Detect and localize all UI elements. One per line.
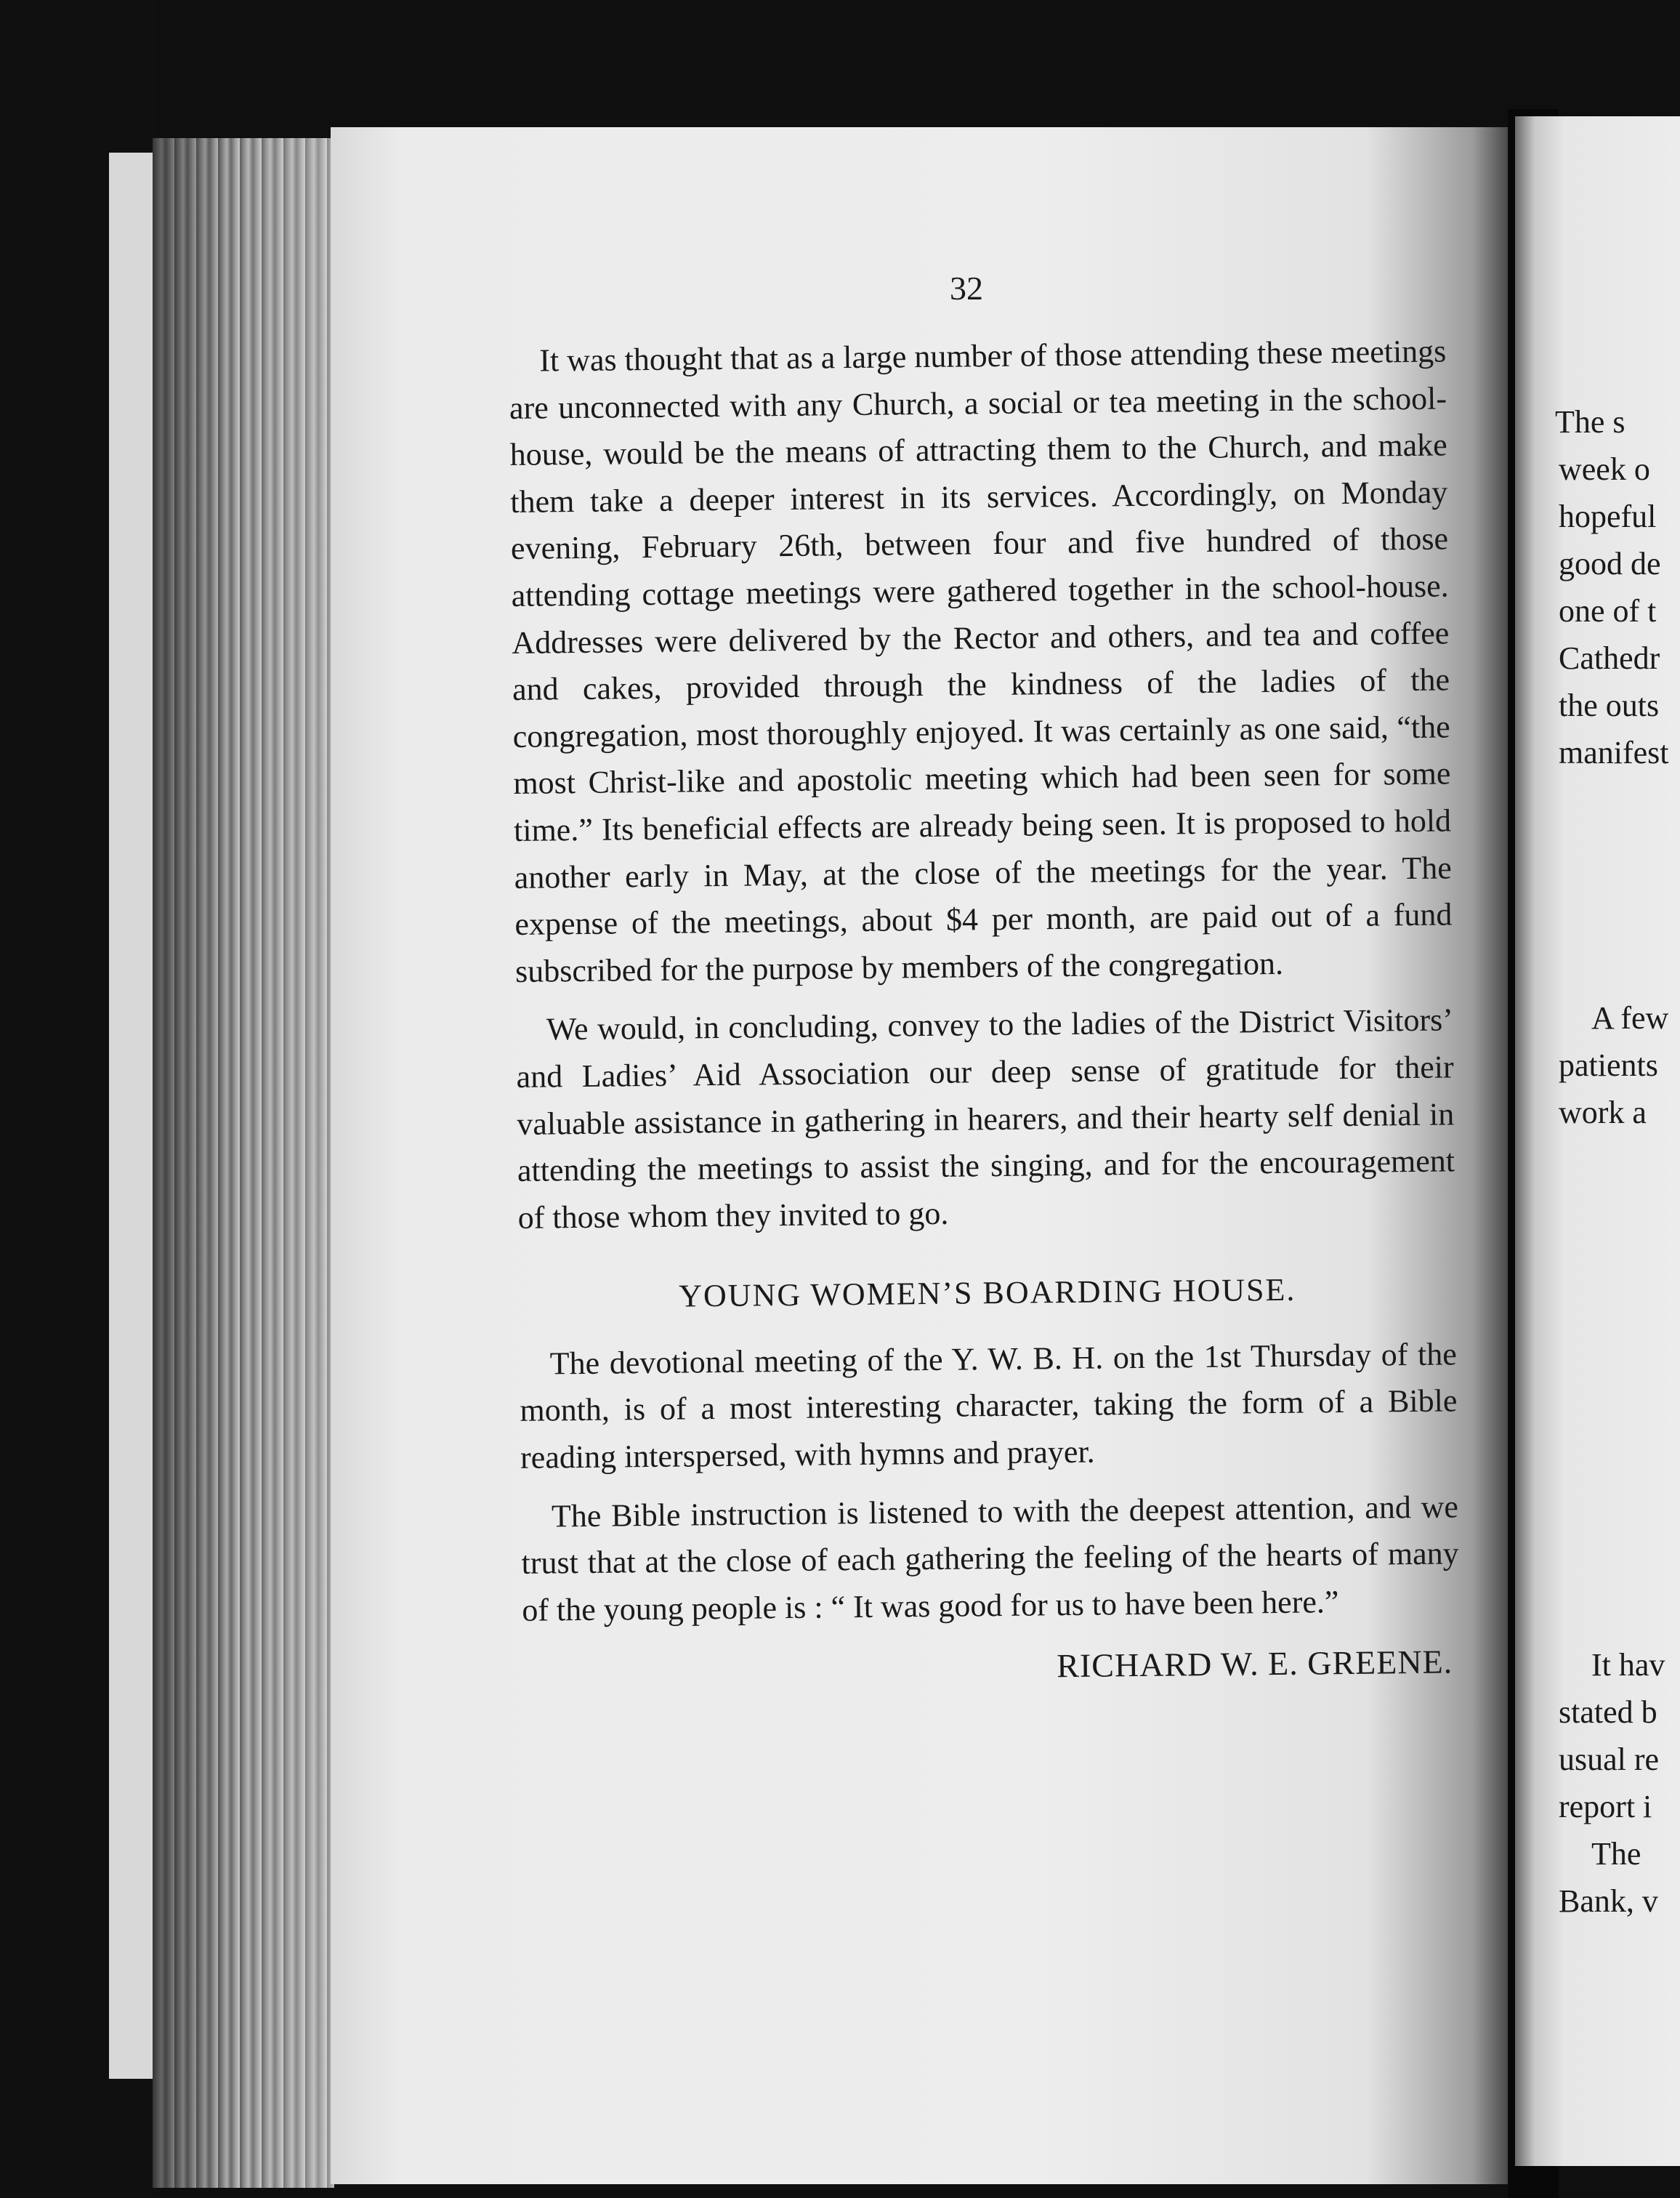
right-page-line: patients (1559, 1047, 1658, 1083)
right-page-line: The (1591, 1836, 1641, 1872)
paragraph: We would, in concluding, convey to the ladies of the District Visitors’ and Ladies’ Aid Association our deep sense of gratitude for their valuable assistance in gathering in hearers, and their hearty self denial in attending the meetings to assist the singing, and for the encouragement of those whom they invited to go. (516, 1002, 1455, 1236)
right-page-line: stated b (1559, 1694, 1657, 1730)
right-page-line: manifest (1559, 735, 1669, 770)
right-page-line: week o (1559, 451, 1650, 487)
right-page-line: Cathedr (1559, 640, 1660, 676)
right-page-line: usual re (1559, 1742, 1660, 1777)
right-page-line: It hav (1591, 1647, 1665, 1683)
paragraph: It was thought that as a large number of those attending these meetings are unconnected with any Church, a social or tea meeting in the school-house, would be the means of attracting them to the Church, and make them take a deeper interest in its services. Accordingly, on Monday evening, February 26th, between four and five hundred of those attending cottage meetings were gathered together in the school-house. Addresses were delivered by the Rector and others, and tea and coffee and cakes, provided through the kindness of the ladies of the congregation, most thoroughly enjoyed. It was certainly as one said, “the most Christ-like and apostolic meeting which had been seen for some time.” Its beneficial effects are already being seen. It is proposed to hold another early in May, at the close of the meetings for the year. The expense of the meetings, about $4 per month, are paid out of a fund subscribed for the purpose by members of the congregation. (509, 333, 1453, 989)
right-page-line: Bank, v (1559, 1883, 1658, 1919)
right-page (1515, 116, 1680, 2166)
page-number: 32 (950, 270, 983, 307)
right-page-line: good de (1559, 546, 1661, 581)
right-page-line: The s (1555, 404, 1626, 440)
signature: RICHARD W. E. GREENE. (1057, 1643, 1453, 1685)
right-page-line: the outs (1559, 688, 1660, 723)
right-page-line: one of t (1559, 593, 1657, 629)
paragraph: The Bible instruction is listened to with the deepest attention, and we trust that at the close of each gathering the feeling of the hearts of many of the young people is : “ It was good for us to have been here.” (521, 1489, 1459, 1628)
right-page-line: hopeful (1559, 499, 1657, 534)
page-edges-shading (153, 138, 334, 2188)
right-page-line: work a (1559, 1095, 1647, 1130)
section-heading: YOUNG WOMEN’S BOARDING HOUSE. (678, 1272, 1296, 1314)
left-page-text (509, 328, 1460, 1695)
right-page-line: A few (1591, 1000, 1669, 1036)
right-page-line: report i (1559, 1789, 1652, 1824)
paragraph: The devotional meeting of the Y. W. B. H. on the 1st Thursday of the month, is of a most interesting character, taking the form of a Bible reading interspersed, with hymns and prayer. (520, 1336, 1458, 1476)
